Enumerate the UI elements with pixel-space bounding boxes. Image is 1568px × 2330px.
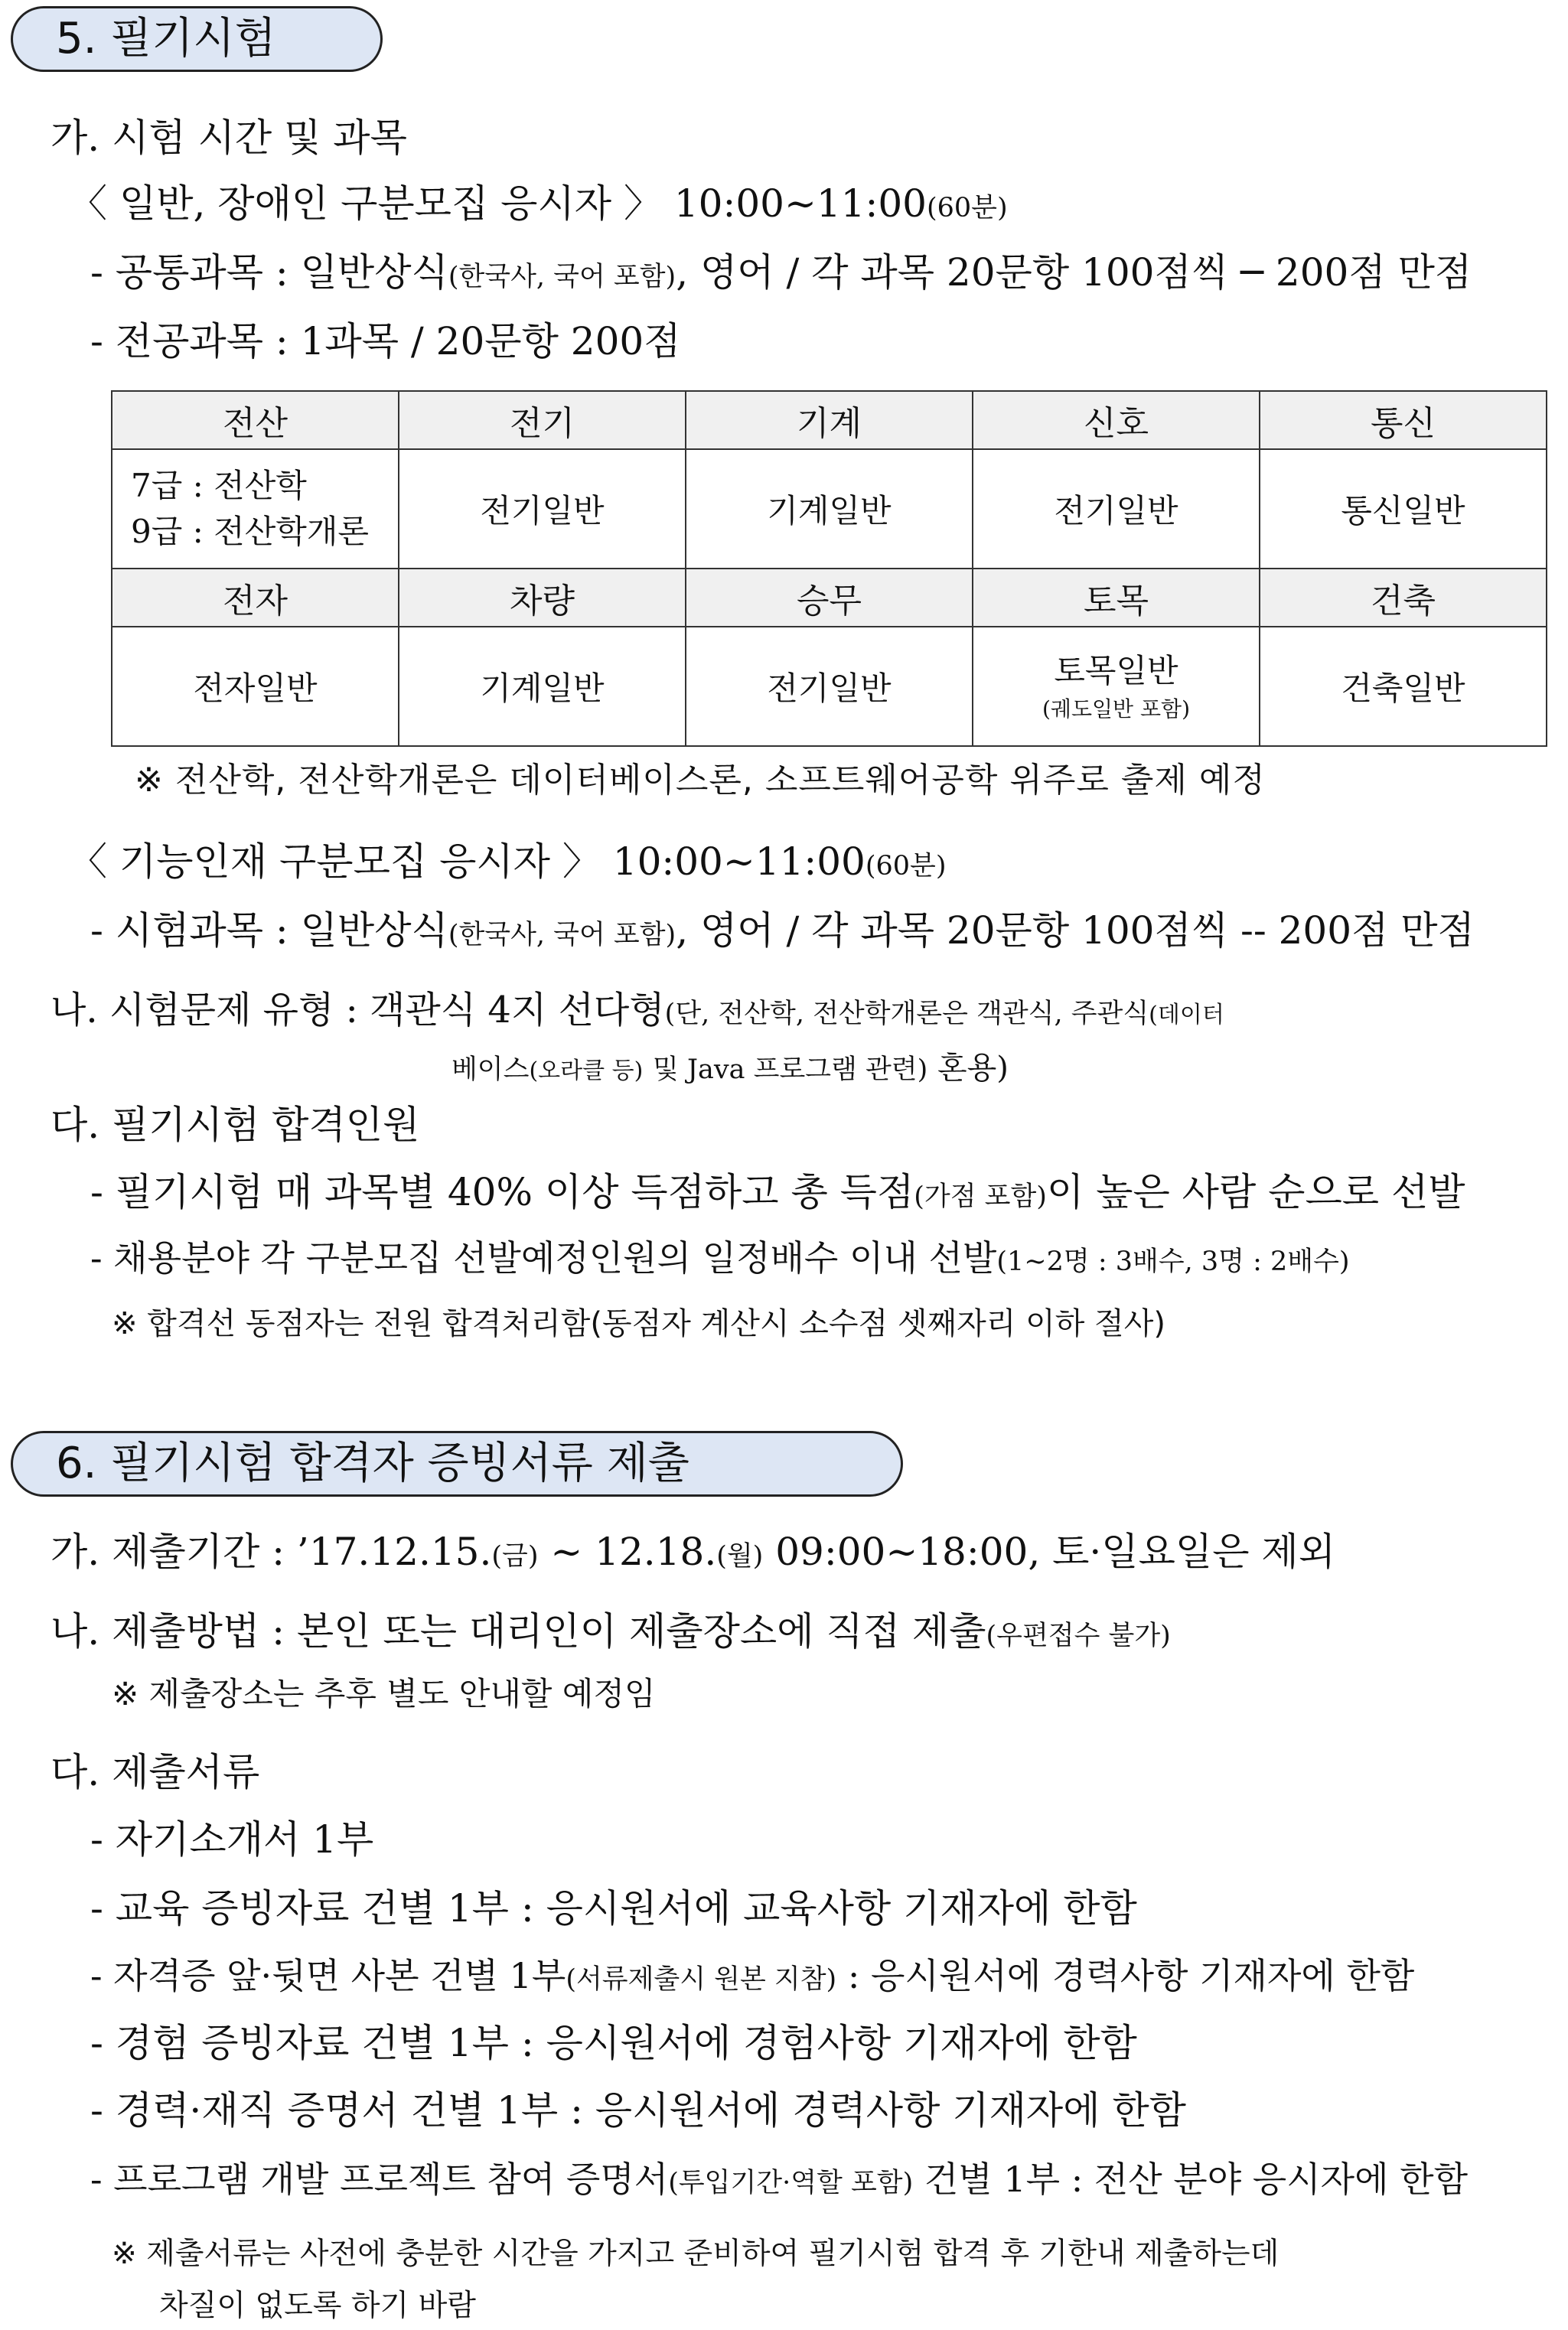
subject-table-header-row-1	[112, 391, 1547, 449]
civil-general: 토목일반	[1054, 652, 1178, 689]
table-note: ※ 전산학, 전산학개론은 데이터베이스론, 소프트웨어공학 위주로 출제 예정	[135, 761, 1266, 800]
item6-b: (투입기간·역할 포함)	[668, 2168, 914, 2198]
table-cell: 전기일반	[399, 449, 686, 569]
table-header-cell: 전자	[112, 569, 399, 627]
table-header-cell: 토목	[973, 569, 1260, 627]
method-b: (우편접수 불가)	[986, 1621, 1171, 1651]
skilled-subjects-sub: (한국사, 국어 포함)	[448, 920, 676, 950]
skilled-duration: (60분)	[865, 851, 947, 881]
skilled-subjects-rest: , 영어 / 각 과목 20문항 100점씩 -- 200점 만점	[676, 908, 1475, 953]
computing-grade7: 7급 : 전산학	[131, 467, 307, 504]
period-b: (금)	[491, 1541, 539, 1572]
civil-track-note: (궤도일반 포함)	[1042, 696, 1191, 722]
table-cell: 전기일반	[973, 449, 1260, 569]
table-cell: 통신일반	[1260, 449, 1547, 569]
final-note-line-2: 차질이 없도록 하기 바람	[159, 2289, 476, 2323]
subject-table	[111, 390, 1547, 747]
item3-a: - 자격증 앞·뒷면 사본 건별 1부	[90, 1955, 566, 1996]
table-cell: 전자일반	[112, 627, 399, 746]
common-subjects-rest: , 영어 / 각 과목 20문항 100점씩 ─ 200점 만점	[676, 250, 1472, 295]
subject-table-body-row-1	[112, 449, 1547, 569]
question-type-cont-b: (오라클 등)	[529, 1057, 644, 1084]
table-header-cell: 건축	[1260, 569, 1547, 627]
subject-table-body-row-2	[112, 627, 1547, 746]
skilled-time: 10:00∼11:00	[612, 839, 865, 884]
sec5-c-heading: 다. 필기시험 합격인원	[51, 1103, 420, 1147]
pass-rule-1-b: (가점 포함)	[914, 1181, 1047, 1212]
pass-rule-1-a: - 필기시험 매 과목별 40% 이상 득점하고 총 득점	[90, 1170, 914, 1214]
table-header-cell: 승무	[686, 569, 973, 627]
document-item-5: - 경력·재직 증명서 건별 1부 : 응시원서에 경력사항 기재자에 한함	[90, 2088, 1186, 2133]
subject-table-header-row-2	[112, 569, 1547, 627]
sec5-a-heading: 가. 시험 시간 및 과목	[51, 116, 407, 160]
question-type-line	[51, 987, 1224, 1038]
pass-rule-1-c: 이 높은 사람 순으로 선발	[1046, 1170, 1465, 1214]
general-group-label: 〈 일반, 장애인 구분모집 응시자 〉	[69, 181, 662, 226]
table-cell-computing	[112, 449, 399, 569]
table-header-cell: 기계	[686, 391, 973, 449]
document-item-4: - 경험 증빙자료 건별 1부 : 응시원서에 경험사항 기재자에 한함	[90, 2021, 1137, 2065]
period-d: (월)	[716, 1541, 764, 1572]
table-cell: 전기일반	[686, 627, 973, 746]
pass-rule-1	[90, 1169, 1465, 1220]
question-type-cont-a: 베이스	[451, 1054, 530, 1085]
question-type-detail: (단, 전산학, 전산학개론은 객관식, 주관식	[664, 999, 1149, 1029]
method-a: 나. 제출방법 : 본인 또는 대리인이 제출장소에 직접 제출	[51, 1609, 986, 1654]
table-header-cell: 차량	[399, 569, 686, 627]
table-header-cell: 전산	[112, 391, 399, 449]
table-cell: 기계일반	[399, 627, 686, 746]
computing-grade9: 9급 : 전산학개론	[131, 513, 370, 550]
period-e: 09:00∼18:00, 토·일요일은 제외	[763, 1530, 1335, 1574]
submission-place-note: ※ 제출장소는 추후 별도 안내할 예정임	[112, 1675, 656, 1712]
question-type-label: 나. 시험문제 유형 : 객관식 4지 선다형	[51, 989, 665, 1031]
table-header-cell: 신호	[973, 391, 1260, 449]
common-subjects-line	[90, 249, 1472, 300]
question-type-line-2	[451, 1045, 1009, 1094]
section-5-title: 5. 필기시험	[11, 6, 383, 72]
pass-rule-2-a: - 채용분야 각 구분모집 선발예정인원의 일정배수 이내 선발	[90, 1237, 997, 1279]
item6-c: 건별 1부 : 전산 분야 응시자에 한함	[913, 2159, 1469, 2200]
table-header-cell: 통신	[1260, 391, 1547, 449]
sec6-c-heading: 다. 제출서류	[51, 1750, 260, 1794]
period-c: ∼ 12.18.	[538, 1530, 717, 1574]
skilled-group-label: 〈 기능인재 구분모집 응시자 〉	[69, 839, 601, 884]
document-item-6	[90, 2156, 1468, 2206]
general-duration: (60분)	[926, 193, 1008, 223]
table-cell: 기계일반	[686, 449, 973, 569]
item3-c: : 응시원서에 경력사항 기재자에 한함	[836, 1955, 1415, 1996]
document-item-1: - 자기소개서 1부	[90, 1817, 374, 1862]
document-item-3	[90, 1953, 1414, 2002]
submission-period-line	[51, 1529, 1335, 1579]
item6-a: - 프로그램 개발 프로젝트 참여 증명서	[90, 2159, 669, 2200]
skilled-subjects-line	[90, 908, 1475, 958]
pass-rule-2-b: (1∼2명 : 3배수, 3명 : 2배수)	[996, 1246, 1350, 1277]
question-type-detail-2: (데이터	[1149, 1002, 1224, 1028]
final-note-line-1: ※ 제출서류는 사전에 충분한 시간을 가지고 준비하여 필기시험 합격 후 기한내 제출하는데	[112, 2237, 1280, 2271]
period-a: 가. 제출기간 : ’17.12.15.	[51, 1530, 492, 1574]
major-subject-line: - 전공과목 : 1과목 / 20문항 200점	[90, 319, 681, 363]
question-type-cont-c: 및 Java 프로그램 관련)	[653, 1054, 928, 1085]
general-time: 10:00∼11:00	[673, 181, 927, 226]
general-group-line	[69, 181, 1008, 231]
pass-tie-note: ※ 합격선 동점자는 전원 합격처리함(동점자 계산시 소수점 셋째자리 이하 절사)	[112, 1306, 1165, 1341]
table-header-cell: 전기	[399, 391, 686, 449]
table-cell: 건축일반	[1260, 627, 1547, 746]
skilled-subjects-label: - 시험과목 : 일반상식	[90, 908, 448, 953]
table-cell-civil	[973, 627, 1260, 746]
common-subjects-sub: (한국사, 국어 포함)	[448, 262, 676, 292]
skilled-group-line	[69, 839, 947, 889]
document-item-2: - 교육 증빙자료 건별 1부 : 응시원서에 교육사항 기재자에 한함	[90, 1886, 1137, 1931]
pass-rule-2	[90, 1235, 1350, 1285]
submission-method-line	[51, 1608, 1171, 1659]
question-type-cont-d: 혼용)	[937, 1051, 1009, 1086]
section-6-title: 6. 필기시험 합격자 증빙서류 제출	[11, 1431, 903, 1497]
common-subjects-label: - 공통과목 : 일반상식	[90, 250, 448, 295]
item3-b: (서류제출시 원본 지참)	[566, 1964, 837, 1995]
